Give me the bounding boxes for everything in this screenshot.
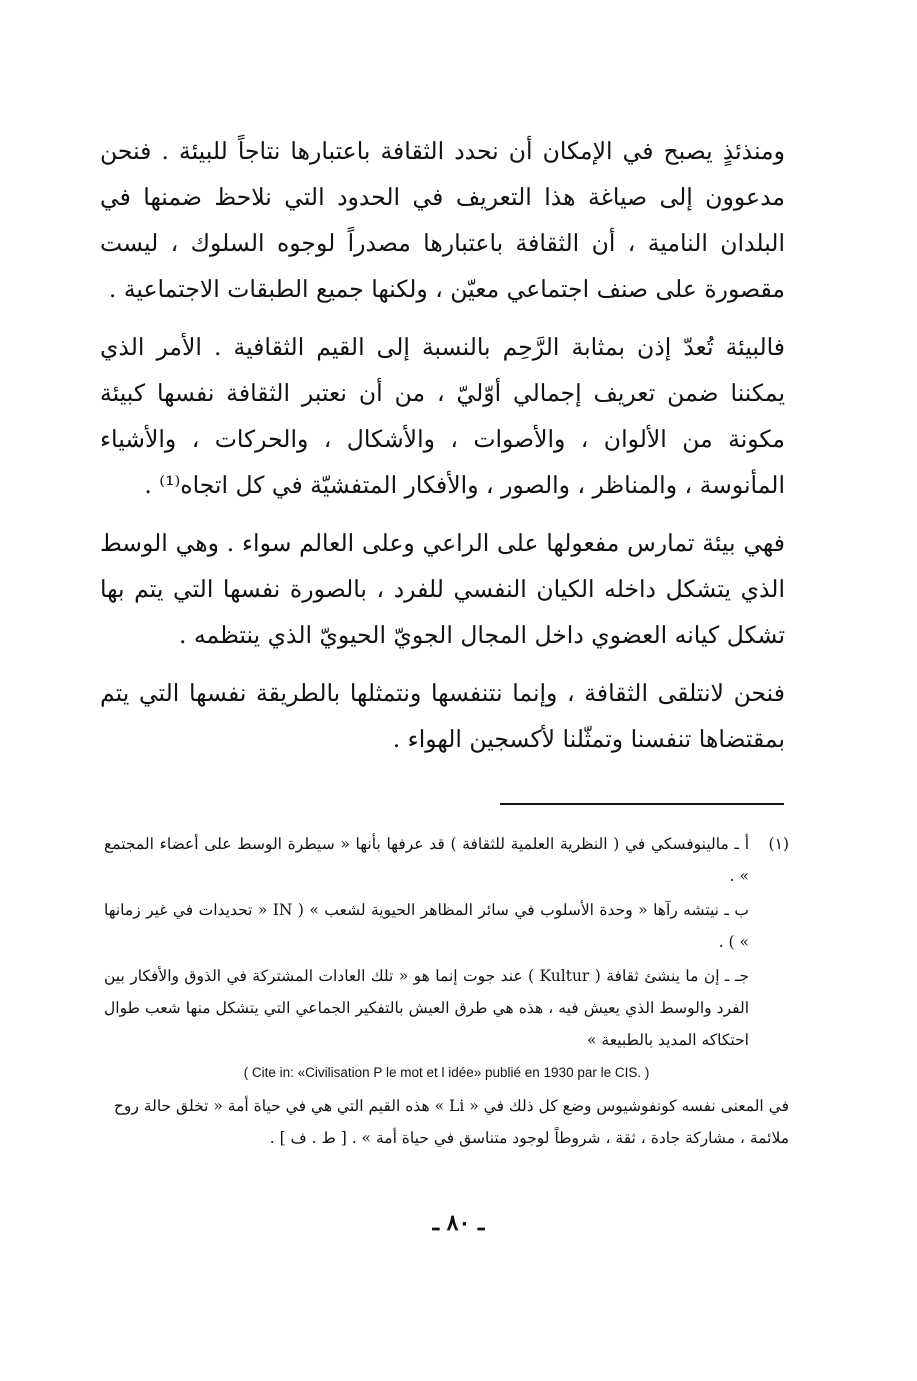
footnote-body: [104, 828, 749, 1058]
footnote-item-a: أ ـ مالينوفسكي في ( النظرية العلمية للثقافة ) قد عرفها بأنها « سيطرة الوسط على أعضاء المجتمع » .: [104, 835, 749, 885]
paragraph-1: ومنذئذٍ يصبح في الإمكان أن نحدد الثقافة باعتبارها نتاجاً للبيئة . فنحن مدعوون إلى صياغة هذا التعريف في الحدود التي نلاحظ ضمنها في البلدان النامية ، أن الثقافة باعتبارها مصدراً لوجوه السلوك ، ليست مقصورة على صنف اجتماعي معيّن ، ولكنها جميع الطبقات الاجتماعية .: [100, 137, 785, 303]
main-text: [100, 128, 785, 774]
footnote-1: [104, 828, 789, 1058]
paragraph-2: فالبيئة تُعدّ إذن بمثابة الرَّحِم بالنسبة إلى القيم الثقافية . الأمر الذي يمكننا ضمن تعريف إجمالي أوّليّ ، من أن نعتبر الثقافة نفسها كبيئة مكونة من الألوان ، والأصوات ، والأشكال ، والحركات ، والأشياء المأنوسة ، والمناظر ، والصور ، والأفكار المتفشيّة في كل اتجاه⁽¹⁾ .: [100, 333, 785, 499]
footnote-item-b: ب ـ نيتشه رآها « وحدة الأسلوب في سائر المظاهر الحيوية لشعب » ( IN « تحديدات في غير زمانها » ) .: [104, 901, 749, 951]
footnote-separator: [500, 803, 784, 805]
footnote-number: (١): [768, 835, 789, 853]
page-number: ـ ٨٠ ـ: [432, 1210, 485, 1236]
footnote-item-c: جـ ـ إن ما ينشئ ثقافة ( Kultur ) عند جوت إنما هو « تلك العادات المشتركة في الذوق والأفكار بين الفرد والوسط الذي يعيش فيه ، هذه هي طرق العيش بالتفكير الجماعي التي يتشكل منها شعب طوال احتكاكه المديد بالطبيعة »: [104, 967, 750, 1049]
footnotes: [104, 828, 789, 1156]
paragraph-3: فهي بيئة تمارس مفعولها على الراعي وعلى العالم سواء . وهي الوسط الذي يتشكل داخله الكيان النفسي للفرد ، بالصورة نفسها التي يتم بها تشكل كيانه العضوي داخل المجال الجويّ الحيويّ الذي ينتظمه .: [100, 529, 785, 649]
paragraph-4: فنحن لانتلقى الثقافة ، وإنما نتنفسها ونتمثلها بالطريقة نفسها التي يتم بمقتضاها تنفسنا وتمثّلنا لأكسجين الهواء .: [100, 679, 785, 753]
footnote-closing: في المعنى نفسه كونفوشيوس وضع كل ذلك في « Li » هذه القيم التي هي في حياة أمة « تخلق حالة روح ملائمة ، مشاركة جادة ، ثقة ، شروطاً لوجود متناسق في حياة أمة » . [ ط . ف ] .: [113, 1097, 789, 1147]
footnote-citation: ( Cite in: «Civilisation P le mot et l idée» publié en 1930 par le CIS. ): [243, 1065, 650, 1080]
